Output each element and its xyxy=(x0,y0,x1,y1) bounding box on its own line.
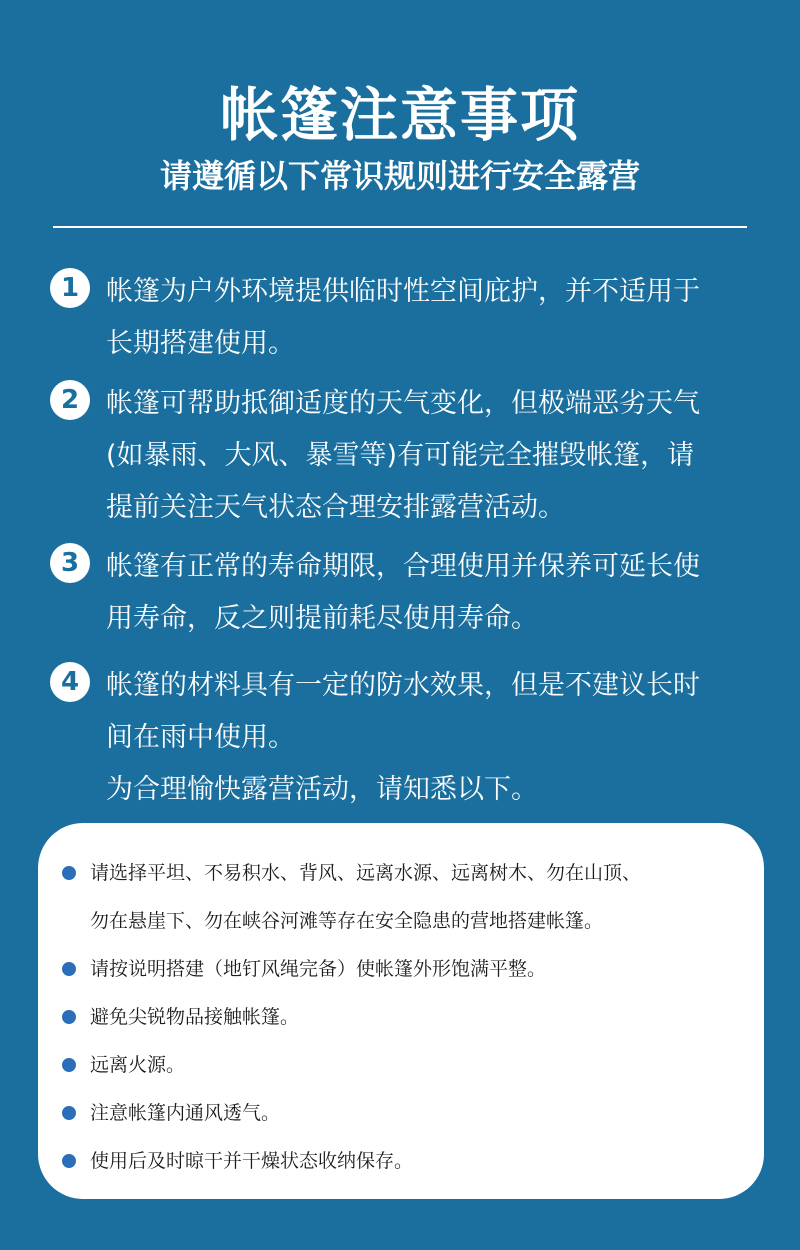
notice-text xyxy=(106,378,770,534)
notice-text xyxy=(106,541,770,645)
notice-line: 帐篷为户外环境提供临时性空间庇护，并不适用于 xyxy=(106,276,700,307)
list-item xyxy=(62,1041,752,1089)
tips-list xyxy=(62,849,752,1185)
notice-item-3 xyxy=(50,541,770,645)
notice-item-1 xyxy=(50,266,770,370)
notice-line: 帐篷可帮助抵御适度的天气变化，但极端恶劣天气 xyxy=(106,388,700,419)
notice-text xyxy=(106,266,770,370)
bullet-dot-icon xyxy=(62,1010,76,1024)
tip-line: 请选择平坦、不易积水、背风、远离水源、远离树木、勿在山顶、 xyxy=(90,862,642,884)
bullet-dot-icon xyxy=(62,1058,76,1072)
bullet-dot-icon xyxy=(62,962,76,976)
list-item xyxy=(62,1137,752,1185)
bullet-dot-icon xyxy=(62,1154,76,1168)
notice-line: 提前关注天气状态合理安排露营活动。 xyxy=(106,492,565,523)
bullet-dot-icon xyxy=(62,1106,76,1120)
notice-line: 长期搭建使用。 xyxy=(106,328,295,359)
tip-line: 注意帐篷内通风透气。 xyxy=(90,1102,281,1124)
list-item xyxy=(62,1089,752,1137)
tips-card xyxy=(38,823,764,1199)
tip-line: 避免尖锐物品接触帐篷。 xyxy=(90,1006,300,1028)
number-badge: 3 xyxy=(50,543,90,583)
header-divider xyxy=(53,226,747,228)
notice-line: 帐篷的材料具有一定的防水效果，但是不建议长时 xyxy=(106,670,700,701)
notice-line: 用寿命，反之则提前耗尽使用寿命。 xyxy=(106,603,538,634)
tip-line: 远离火源。 xyxy=(90,1054,186,1076)
number-badge: 1 xyxy=(50,268,90,308)
tip-line: 勿在悬崖下、勿在峡谷河滩等存在安全隐患的营地搭建帐篷。 xyxy=(90,910,604,932)
list-item xyxy=(62,945,752,993)
number-badge: 4 xyxy=(50,662,90,702)
page-title: 帐篷注意事项 xyxy=(219,81,580,149)
number-badge: 2 xyxy=(50,380,90,420)
page-subtitle: 请遵循以下常识规则进行安全露营 xyxy=(159,157,640,195)
tip-line: 使用后及时晾干并干燥状态收纳保存。 xyxy=(90,1150,414,1172)
notice-line: 帐篷有正常的寿命期限，合理使用并保养可延长使 xyxy=(106,551,700,582)
notice-item-4 xyxy=(50,660,770,816)
notice-line: 间在雨中使用。 xyxy=(106,722,295,753)
tip-line: 请按说明搭建（地钉风绳完备）使帐篷外形饱满平整。 xyxy=(90,958,547,980)
notice-line: (如暴雨、大风、暴雪等)有可能完全摧毁帐篷，请 xyxy=(106,440,695,471)
bullet-dot-icon xyxy=(62,866,76,880)
notice-item-2 xyxy=(50,378,770,534)
notice-line: 为合理愉快露营活动，请知悉以下。 xyxy=(106,774,538,805)
list-item xyxy=(62,993,752,1041)
notice-text xyxy=(106,660,770,816)
list-item xyxy=(62,849,752,945)
